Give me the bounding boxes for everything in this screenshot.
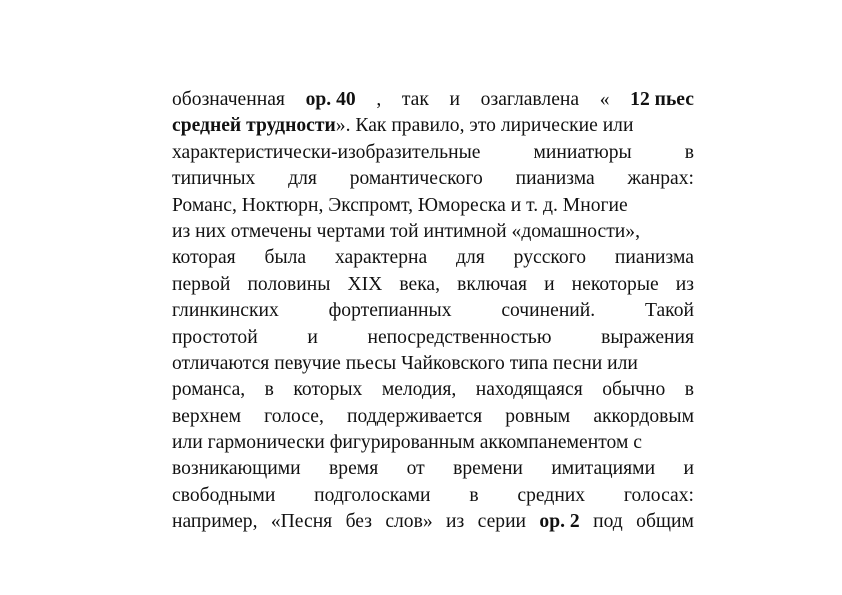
text-run: характеристически-изобразительные — [172, 141, 481, 163]
text-run: подголосками — [314, 484, 431, 506]
text-run: непосредственностью — [367, 326, 552, 348]
bold-text: ор. 40 — [305, 89, 356, 110]
text-run: миниатюры — [533, 141, 632, 163]
text-run: для — [288, 168, 317, 190]
text-run: пианизма — [515, 168, 595, 190]
text-run: , — [376, 89, 382, 110]
text-run: мелодия, — [381, 379, 457, 401]
text-run: из них отмечены чертами той интимной «домашности», — [172, 220, 640, 242]
text-line — [172, 193, 694, 219]
text-run: так — [401, 89, 429, 110]
text-run: свободными — [172, 484, 276, 506]
text-line — [172, 456, 694, 482]
text-run: которых — [293, 379, 363, 401]
bold-text: 12 пьес — [630, 89, 694, 110]
text-run: Романс, Ноктюрн, Экспромт, Юмореска и т. д. Многие — [172, 194, 628, 216]
text-run: голосах: — [623, 484, 694, 506]
text-run: находящаяся — [475, 379, 583, 401]
text-run: и — [544, 273, 555, 295]
text-run: была — [264, 247, 307, 269]
text-run: сочинений. — [501, 300, 596, 322]
text-run: в — [469, 484, 479, 506]
text-run: типичных — [172, 168, 256, 190]
text-run: аккордовым — [593, 405, 694, 427]
text-run: в — [684, 379, 694, 401]
text-run: простотой — [172, 326, 258, 348]
text-run: русского — [513, 247, 587, 269]
text-run: и — [683, 458, 694, 480]
text-run: романтического — [349, 168, 483, 190]
text-run: XIX — [347, 273, 383, 295]
text-run: верхнем — [172, 405, 242, 427]
text-line — [172, 483, 694, 509]
text-run: ровным — [505, 405, 571, 427]
text-line — [172, 113, 694, 139]
text-line — [172, 87, 694, 113]
text-run: и — [449, 89, 461, 110]
text-line — [172, 351, 694, 377]
text-line — [172, 298, 694, 324]
text-run: жанрах: — [627, 168, 694, 190]
text-run: «Песня — [270, 511, 333, 533]
text-run: в — [264, 379, 274, 401]
text-run: некоторые — [571, 273, 659, 295]
text-run: без — [345, 511, 372, 533]
text-run: для — [456, 247, 485, 269]
text-run: глинкинских — [172, 300, 279, 322]
text-run: времени — [453, 458, 523, 480]
text-run: средних — [517, 484, 586, 506]
text-run: серии — [477, 511, 527, 533]
text-run: голосе, — [264, 405, 324, 427]
text-run: время — [329, 458, 379, 480]
text-line — [172, 509, 694, 535]
body-paragraph — [172, 87, 694, 536]
text-run: поддерживается — [347, 405, 483, 427]
text-run: половины — [247, 273, 331, 295]
text-run: общим — [636, 511, 694, 533]
text-line — [172, 325, 694, 351]
text-line — [172, 166, 694, 192]
text-run: ». Как правило, это лирические или — [335, 115, 634, 137]
text-line — [172, 377, 694, 403]
text-run: выражения — [601, 326, 694, 348]
text-run: например, — [172, 511, 258, 533]
text-run: фортепианных — [328, 300, 452, 322]
text-line — [172, 430, 694, 456]
text-run: в — [684, 141, 694, 163]
text-run: от — [406, 458, 425, 480]
text-run: имитациями — [551, 458, 656, 480]
bold-text: ор. 2 — [539, 511, 580, 533]
text-run: « — [599, 89, 610, 110]
text-run: обозначенная — [172, 89, 285, 110]
text-run: включая — [457, 273, 528, 295]
text-line — [172, 219, 694, 245]
text-run: слов» — [385, 511, 433, 533]
text-run: которая — [172, 247, 236, 269]
text-run: возникающими — [172, 458, 301, 480]
text-run: из — [446, 511, 465, 533]
text-run: Такой — [645, 300, 694, 322]
text-line — [172, 245, 694, 271]
text-run: обычно — [602, 379, 666, 401]
text-line — [172, 272, 694, 298]
text-run: озаглавлена — [480, 89, 580, 110]
bold-text: средней трудности — [172, 115, 336, 137]
text-run: первой — [172, 273, 231, 295]
text-run: и — [307, 326, 318, 348]
text-run: из — [675, 273, 694, 295]
text-line — [172, 404, 694, 430]
text-run: характерна — [334, 247, 428, 269]
text-run: отличаются певучие пьесы Чайковского типа песни или — [172, 352, 638, 374]
text-run: романса, — [172, 379, 246, 401]
text-run: под — [593, 511, 623, 533]
text-run: века, — [399, 273, 441, 295]
text-run: пианизма — [614, 247, 694, 269]
text-line — [172, 140, 694, 166]
text-run: или гармонически фигурированным аккомпанементом с — [172, 432, 642, 454]
